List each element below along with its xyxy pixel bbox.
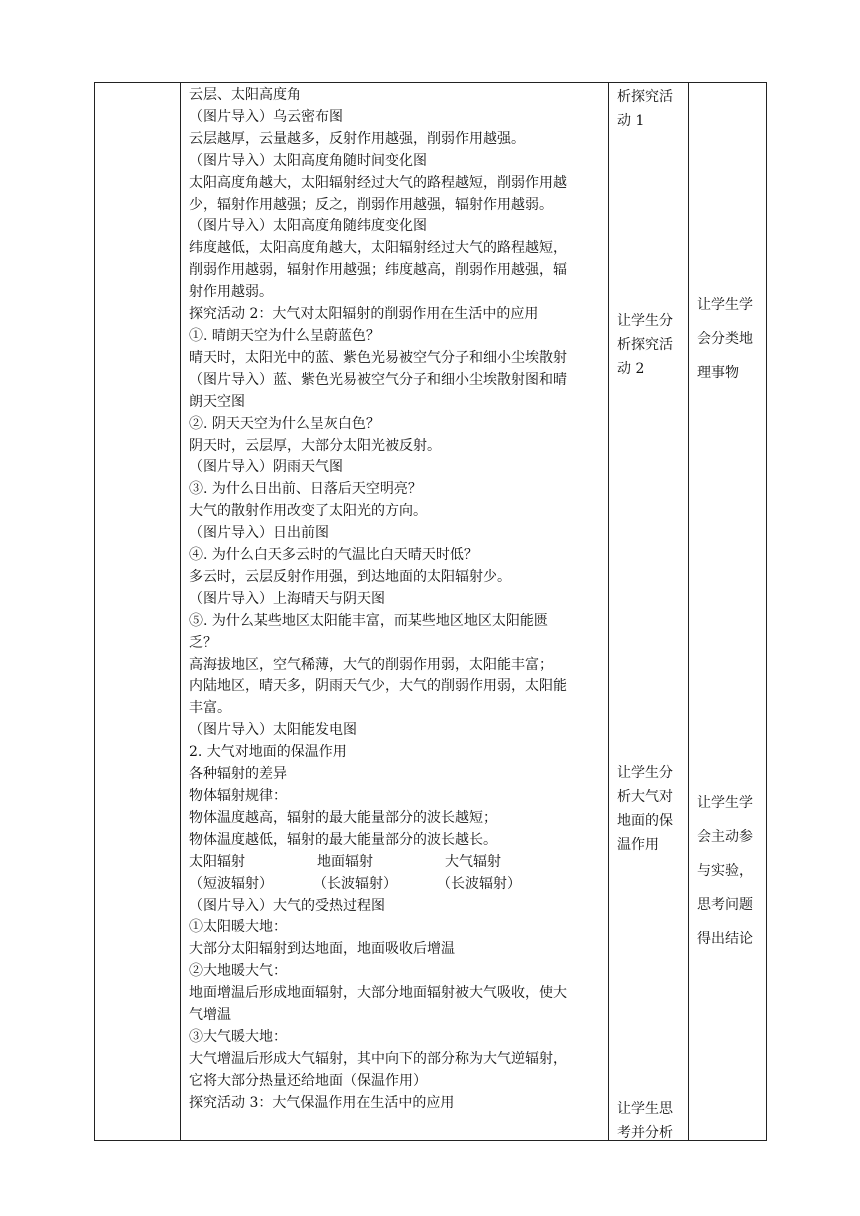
content-line: 太阳高度角越大，太阳辐射经过大气的路程越短，削弱作用越: [189, 174, 567, 191]
content-line: 大气增温后形成大气辐射，其中向下的部分称为大气逆辐射，: [189, 1050, 567, 1067]
purpose-line: 动 2: [617, 361, 645, 377]
stage-cell: [95, 83, 181, 1141]
radiation-type: 大气辐射: [445, 853, 501, 870]
content-line: 纬度越低，太阳高度角越大，太阳辐射经过大气的路程越短，: [189, 240, 567, 257]
content-line: 丰富。: [189, 700, 231, 717]
goal-block: [697, 288, 762, 390]
content-line: （图片导入）乌云密布图: [189, 108, 343, 125]
radiation-type: 太阳辐射: [189, 853, 245, 870]
content-line: 多云时，云层反射作用强，到达地面的太阳辐射少。: [189, 568, 511, 585]
content-line: ①. 晴朗天空为什么呈蔚蓝色？: [189, 327, 380, 344]
purpose-line: 析大气对: [617, 789, 673, 805]
design-purpose-cell: [609, 83, 689, 1141]
content-line: ②大地暖大气：: [189, 963, 287, 980]
purpose-block: [617, 309, 684, 381]
content-line: 乏？: [189, 634, 217, 651]
purpose-block: [617, 1097, 684, 1145]
content-line: ⑤. 为什么某些地区太阳能丰富，而某些地区地区太阳能匮: [189, 612, 548, 629]
teaching-goal-cell: [689, 83, 767, 1141]
content-line: 大部分太阳辐射到达地面，地面吸收后增温: [189, 941, 455, 958]
purpose-line: 温作用: [617, 837, 659, 853]
radiation-wave: （长波辐射）: [437, 875, 521, 892]
content-line: 大气的散射作用改变了太阳光的方向。: [189, 503, 427, 520]
content-line: 气增温: [189, 1007, 231, 1024]
purpose-line: 动 1: [617, 113, 645, 129]
goal-line: 理事物: [697, 365, 739, 381]
goal-line: 会主动参: [697, 829, 753, 845]
purpose-line: 让学生分: [617, 313, 673, 329]
content-line: 削弱作用越弱，辐射作用越强；纬度越高，削弱作用越强，辐: [189, 262, 567, 279]
radiation-wave-row: [189, 874, 602, 896]
content-line: ③. 为什么日出前、日落后天空明亮？: [189, 481, 422, 498]
radiation-type: 地面辐射: [317, 853, 373, 870]
goal-line: 与实验，: [697, 863, 753, 879]
content-line: ③大气暖大地：: [189, 1028, 287, 1045]
content-line: （图片导入）太阳高度角随时间变化图: [189, 152, 427, 169]
content-line: （图片导入）太阳高度角随纬度变化图: [189, 218, 427, 235]
content-line: 内陆地区，晴天多，阴雨天气少，大气的削弱作用弱，太阳能: [189, 678, 567, 695]
goal-line: 让学生学: [697, 795, 753, 811]
content-line: （图片导入）大气的受热过程图: [189, 897, 385, 914]
content-line: 物体温度越低，辐射的最大能量部分的波长越长。: [189, 831, 497, 848]
purpose-block: [617, 85, 684, 133]
content-line: 探究活动 3：大气保温作用在生活中的应用: [189, 1094, 455, 1111]
content-line: 它将大部分热量还给地面（保温作用）: [189, 1072, 427, 1089]
content-line: 2. 大气对地面的保温作用: [189, 744, 347, 761]
goal-line: 得出结论: [697, 931, 753, 947]
content-line: 朗天空图: [189, 393, 245, 410]
teaching-content: [181, 83, 608, 1115]
content-line: ①太阳暖大地：: [189, 919, 287, 936]
content-line: （图片导入）日出前图: [189, 525, 329, 542]
radiation-wave: （长波辐射）: [313, 875, 397, 892]
content-line: ④. 为什么白天多云时的气温比白天晴天时低？: [189, 547, 478, 564]
content-line: 物体辐射规律：: [189, 788, 287, 804]
goal-line: 让学生学: [697, 297, 753, 313]
content-line: 射作用越弱。: [189, 284, 273, 301]
content-line: （图片导入）蓝、紫色光易被空气分子和细小尘埃散射图和晴: [189, 371, 567, 388]
content-line: 物体温度越高，辐射的最大能量部分的波长越短；: [189, 809, 497, 826]
purpose-block: [617, 761, 684, 857]
content-line: 少，辐射作用越强；反之，削弱作用越强，辐射作用越弱。: [189, 196, 553, 213]
purpose-line: 让学生分: [617, 765, 673, 781]
goal-line: 思考问题: [697, 897, 753, 913]
content-line: 云层、太阳高度角: [189, 87, 301, 103]
content-line: 晴天时，太阳光中的蓝、紫色光易被空气分子和细小尘埃散射: [189, 349, 567, 366]
purpose-line: 地面的保: [617, 813, 673, 829]
purpose-line: 析探究活: [617, 337, 673, 353]
purpose-line: 析探究活: [617, 89, 673, 105]
radiation-type-row: [189, 852, 602, 874]
content-line: 各种辐射的差异: [189, 766, 287, 783]
content-line: ②. 阴天天空为什么呈灰白色？: [189, 415, 380, 432]
purpose-line: 让学生思: [617, 1101, 673, 1117]
radiation-wave: （短波辐射）: [189, 875, 273, 892]
content-line: 地面增温后形成地面辐射，大部分地面辐射被大气吸收，使大: [189, 985, 567, 1002]
purpose-line: 考并分析: [617, 1125, 673, 1141]
content-line: （图片导入）上海晴天与阴天图: [189, 590, 385, 607]
content-line: 探究活动 2：大气对太阳辐射的削弱作用在生活中的应用: [189, 306, 539, 323]
goal-block: [697, 786, 762, 956]
content-line: （图片导入）阴雨天气图: [189, 459, 343, 476]
teaching-content-cell: [181, 83, 609, 1141]
content-line: 云层越厚，云量越多，反射作用越强，削弱作用越强。: [189, 130, 525, 147]
content-line: （图片导入）太阳能发电图: [189, 722, 357, 739]
goal-line: 会分类地: [697, 331, 753, 347]
content-line: 高海拔地区，空气稀薄，大气的削弱作用弱，太阳能丰富；: [189, 656, 553, 673]
content-line: 阴天时，云层厚，大部分太阳光被反射。: [189, 437, 441, 454]
lesson-plan-table: [94, 82, 767, 1141]
